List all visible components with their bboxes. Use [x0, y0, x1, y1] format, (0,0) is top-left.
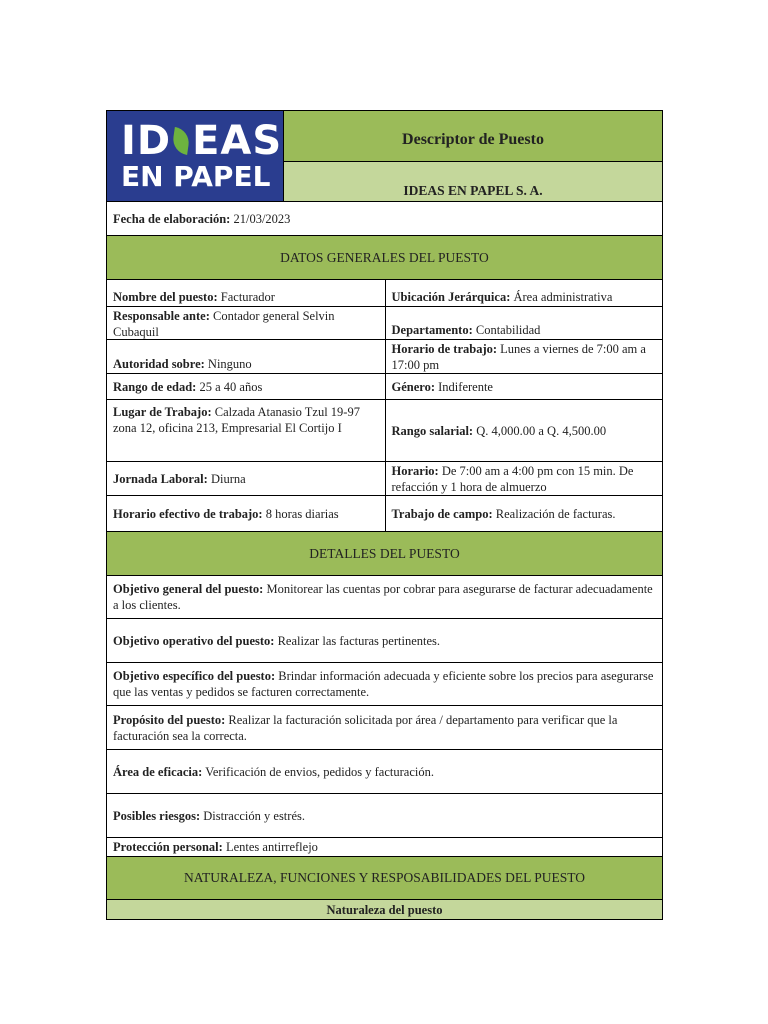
value: Facturador — [217, 290, 275, 304]
value: Área administrativa — [510, 290, 613, 304]
company-logo — [107, 111, 283, 201]
value: Calzada Atanasio Tzul 19-97 zona 12, oficina 213, Empresarial El Cortijo I — [113, 405, 360, 435]
value: Diurna — [207, 471, 246, 486]
row-obj-operativo — [107, 618, 662, 662]
row-responsable — [107, 306, 662, 339]
company-name: IDEAS EN PAPEL S. A. — [284, 161, 662, 201]
row-edad — [107, 373, 662, 399]
section-datos-generales — [107, 235, 662, 279]
label: Rango salarial: — [391, 423, 474, 438]
value: Indiferente — [435, 379, 493, 394]
label: Área de eficacia: — [113, 764, 203, 779]
value: Realizar las facturas pertinentes. — [274, 633, 440, 648]
row-obj-general — [107, 575, 662, 618]
header-row — [107, 111, 662, 201]
fecha-row — [107, 201, 662, 235]
section-title: DETALLES DEL PUESTO — [107, 532, 662, 575]
value: Lentes antirreflejo — [222, 840, 318, 854]
section-detalles — [107, 531, 662, 575]
row-horario-efectivo — [107, 495, 662, 531]
row-nombre — [107, 279, 662, 306]
value: De 7:00 am a 4:00 pm con 15 min. De refacción y 1 hora de almuerzo — [391, 463, 634, 494]
section-title: DATOS GENERALES DEL PUESTO — [107, 236, 662, 279]
fecha-label: Fecha de elaboración: — [113, 211, 231, 226]
value: 25 a 40 años — [196, 379, 263, 394]
label: Objetivo general del puesto: — [113, 582, 264, 596]
row-proteccion — [107, 837, 662, 856]
row-riesgos — [107, 793, 662, 837]
label: Protección personal: — [113, 840, 223, 854]
row-proposito — [107, 705, 662, 749]
label: Jornada Laboral: — [113, 471, 208, 486]
leaf-icon — [171, 127, 190, 155]
label: Género: — [391, 379, 436, 394]
label: Nombre del puesto: — [113, 290, 218, 304]
row-lugar — [107, 399, 662, 461]
value: Distracción y estrés. — [200, 808, 305, 823]
label: Responsable ante: — [113, 309, 210, 323]
row-jornada — [107, 461, 662, 495]
label: Horario efectivo de trabajo: — [113, 506, 263, 521]
header-titles — [283, 111, 662, 201]
logo-text-1b: EAS — [192, 118, 283, 164]
value: Contador general Selvin Cubaquil — [113, 309, 335, 339]
label: Propósito del puesto: — [113, 712, 226, 727]
value: Verificación de envios, pedidos y facturación. — [202, 764, 434, 779]
value: Q. 4,000.00 a Q. 4,500.00 — [473, 423, 607, 438]
value: Realización de facturas. — [492, 506, 616, 521]
fecha-value: 21/03/2023 — [230, 211, 291, 226]
label: Autoridad sobre: — [113, 357, 205, 371]
label: Lugar de Trabajo: — [113, 405, 212, 419]
label: Rango de edad: — [113, 379, 197, 394]
label: Ubicación Jerárquica: — [391, 290, 511, 304]
section-naturaleza — [107, 856, 662, 899]
label: Departamento: — [391, 323, 473, 337]
label: Horario: — [391, 463, 439, 478]
value: Ninguno — [204, 357, 252, 371]
label: Objetivo específico del puesto: — [113, 669, 276, 683]
value: Contabilidad — [472, 323, 541, 337]
job-descriptor-table — [106, 110, 663, 920]
value: Lunes a viernes de 7:00 am a 17:00 pm — [391, 342, 646, 372]
label: Posibles riesgos: — [113, 808, 201, 823]
value: Brindar información adecuada y eficiente sobre los precios para asegurarse que las ventas y pedidos se facturen correctamente. — [113, 669, 654, 699]
row-autoridad — [107, 339, 662, 373]
value: Realizar la facturación solicitada por área / departamento para verificar que la facturación sea la correcta. — [113, 712, 618, 743]
label: Trabajo de campo: — [391, 506, 493, 521]
row-obj-especifico — [107, 662, 662, 705]
label: Objetivo operativo del puesto: — [113, 633, 275, 648]
subsection-naturaleza — [107, 899, 662, 919]
subsection-title: Naturaleza del puesto — [107, 900, 662, 919]
label: Horario de trabajo: — [391, 342, 498, 356]
logo-text-2: EN PAPEL — [121, 160, 271, 193]
value: Monitorear las cuentas por cobrar para asegurarse de facturar adecuadamente a los clientes. — [113, 582, 653, 612]
section-title: NATURALEZA, FUNCIONES Y RESPOSABILIDADES DEL PUESTO — [107, 857, 662, 899]
logo-text-1a: ID — [121, 118, 172, 164]
row-eficacia — [107, 749, 662, 793]
value: 8 horas diarias — [262, 506, 339, 521]
document-title: Descriptor de Puesto — [284, 111, 662, 161]
